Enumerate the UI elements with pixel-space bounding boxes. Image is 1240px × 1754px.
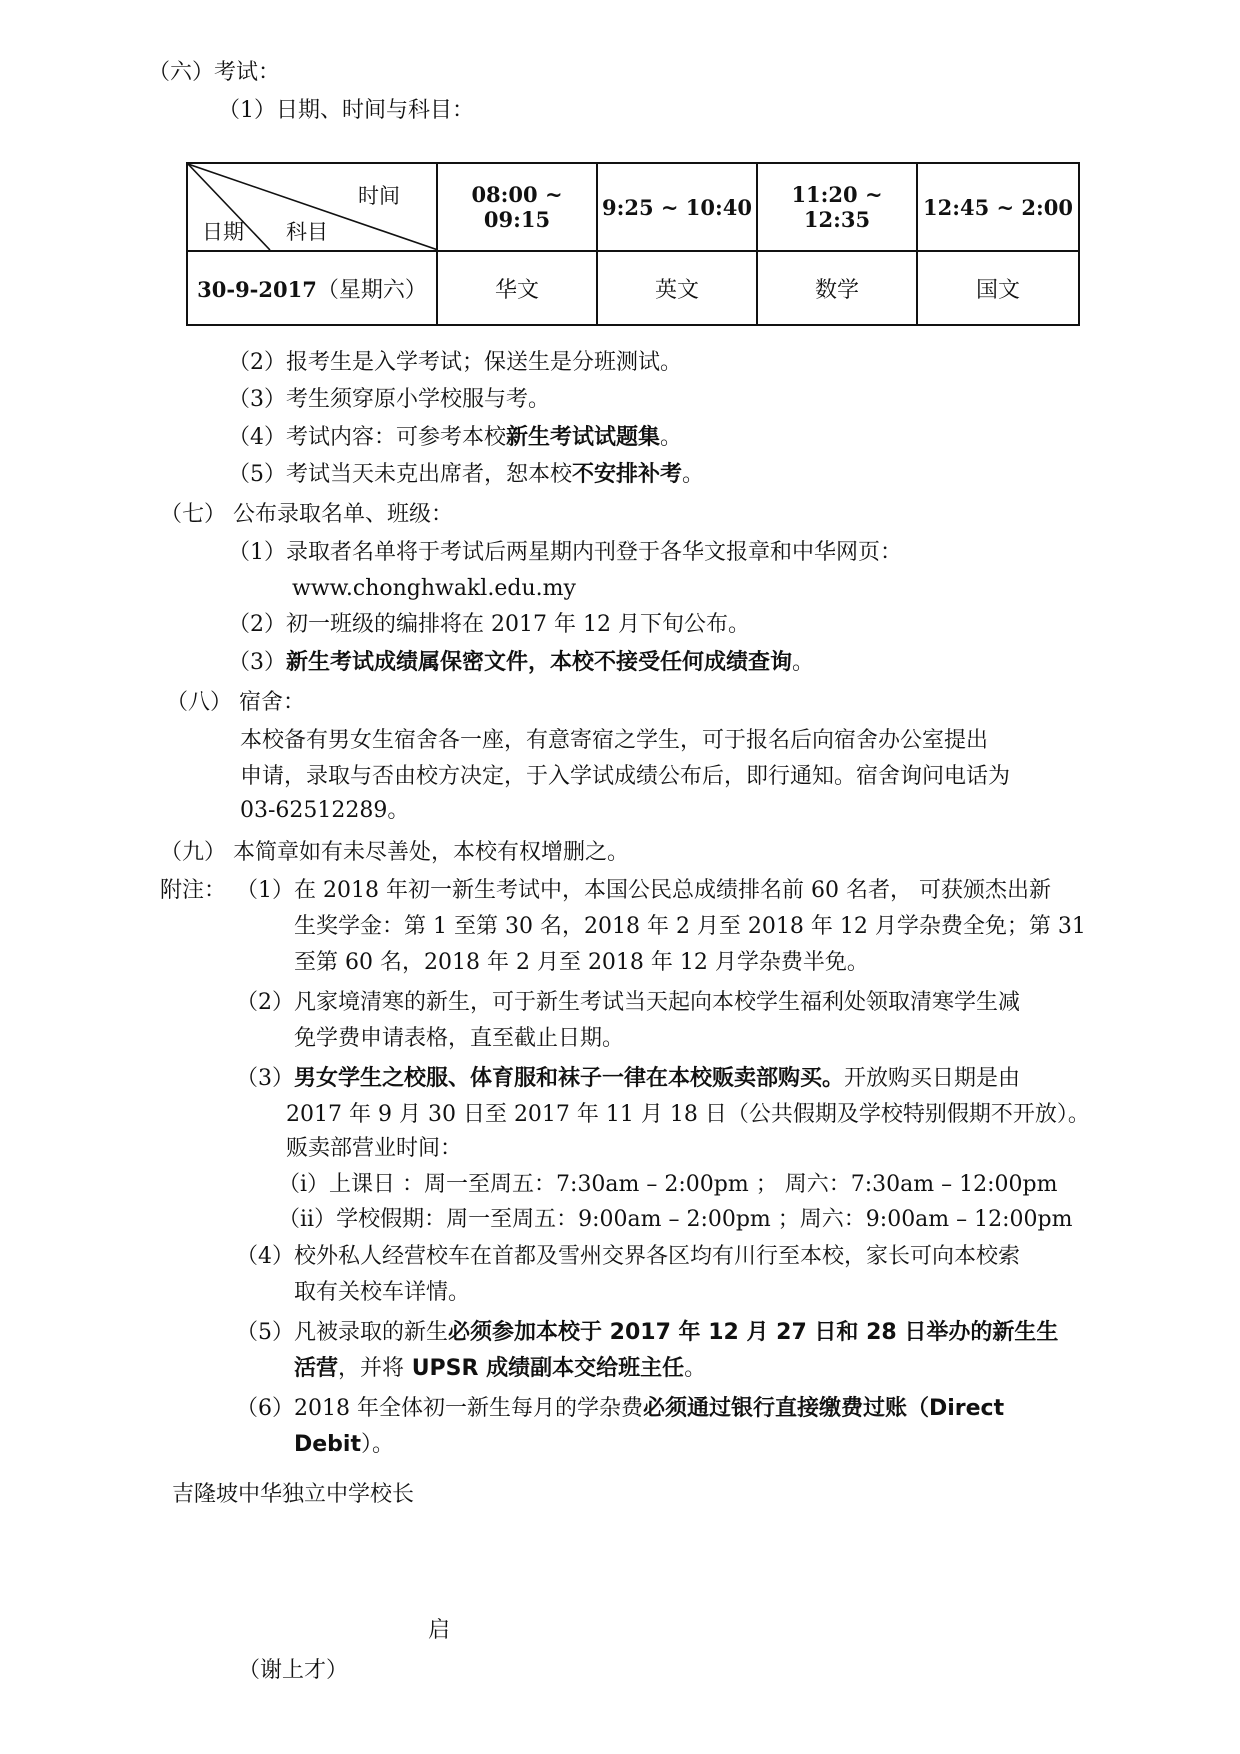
- note-3-line-2: 2017 年 9 月 30 日至 2017 年 11 月 18 日（公共假期及学校特别假期不开放）。: [286, 1102, 1090, 1127]
- corner-label-time: 时间: [358, 184, 400, 208]
- subject-2: 英文: [597, 251, 757, 325]
- exam-weekday: （星期六）: [316, 277, 427, 303]
- section-7-title: （七） 公布录取名单、班级：: [160, 502, 453, 527]
- s7-item-3-bold: 新生考试成绩属保密文件，本校不接受任何成绩查询: [286, 650, 793, 675]
- note-6-bold: 必须通过银行直接缴费过账（Direct: [642, 1396, 1005, 1421]
- s7-item-3-end: 。: [792, 650, 815, 675]
- s6-item-5-text: （5）考试当天未克出席者，恕本校: [228, 462, 572, 487]
- note-1-line-2: 生奖学金：第 1 至第 30 名，2018 年 2 月至 2018 年 12 月学杂费全免；第 31: [294, 914, 1086, 939]
- note-1-line-3: 至第 60 名，2018 年 2 月至 2018 年 12 月学杂费半免。: [294, 950, 869, 975]
- note-5-text-2: ，并将: [338, 1356, 405, 1381]
- s7-url: www.chonghwakl.edu.my: [292, 576, 576, 601]
- s6-item-4-bold: 新生考试试题集: [506, 425, 661, 450]
- note-2-line-1: （2）凡家境清寒的新生，可于新生考试当天起向本校学生福利处领取清寒学生减: [236, 990, 1020, 1015]
- note-6-line-2: [294, 1430, 394, 1460]
- signature-school: 吉隆坡中华独立中学校长: [172, 1482, 415, 1507]
- subject-1: 华文: [437, 251, 597, 325]
- section-8-title: （八） 宿舍：: [166, 690, 305, 715]
- corner-label-date: 日期: [202, 220, 244, 244]
- table-row: [187, 251, 1079, 325]
- note-6-line-1: [236, 1394, 1004, 1424]
- s6-item-5: [228, 460, 704, 490]
- table-corner-cell: [187, 163, 437, 251]
- note-3-line-1: [236, 1064, 1020, 1094]
- s6-item-4-end: 。: [660, 425, 683, 450]
- s7-item-3: [228, 648, 814, 678]
- s6-item-3: （3）考生须穿原小学校服与考。: [228, 387, 550, 412]
- section-6-title: （六）考试：: [148, 60, 281, 85]
- s6-item-5-bold: 不安排补考: [572, 462, 683, 487]
- s6-item-4-text: （4）考试内容：可参考本校: [228, 425, 506, 450]
- note-5-bold: 必须参加本校于 2017 年 12 月 27 日和 28 日举办的新生生: [448, 1320, 1059, 1345]
- note-1-line-1: （1）在 2018 年初一新生考试中，本国公民总成绩排名前 60 名者， 可获颁杰出新: [236, 878, 1051, 903]
- note-5-line-1: [236, 1318, 1058, 1348]
- note-3-num: （3）: [236, 1066, 294, 1091]
- note-5-line-2: [294, 1354, 706, 1384]
- note-6-bold-2: Debit: [294, 1432, 361, 1457]
- note-3-hours-holiday: （ii）学校假期：周一至周五：9:00am – 2:00pm ；周六：9:00am – 12:00pm: [278, 1207, 1073, 1232]
- note-4-line-1: （4）校外私人经营校车在首都及雪州交界各区均有川行至本校，家长可向本校索: [236, 1244, 1020, 1269]
- s8-line-1: 本校备有男女生宿舍各一座，有意寄宿之学生，可于报名后向宿舍办公室提出: [240, 728, 989, 753]
- note-5-end: 。: [684, 1356, 707, 1381]
- note-6-end: ）。: [361, 1432, 395, 1457]
- subject-3: 数学: [757, 251, 917, 325]
- corner-label-subject: 科目: [286, 220, 328, 244]
- section-9-title: （九） 本简章如有未尽善处，本校有权增删之。: [160, 840, 629, 865]
- notes-label: 附注：: [160, 878, 227, 903]
- note-3-bold: 男女学生之校服、体育服和袜子一律在本校贩卖部购买。: [294, 1066, 845, 1091]
- note-3-text: 开放购买日期是由: [844, 1066, 1021, 1091]
- note-5-bold-2: 活营: [294, 1356, 339, 1381]
- time-slot-1: 08:00 ~ 09:15: [437, 163, 597, 251]
- s7-item-1: （1）录取者名单将于考试后两星期内刊登于各华文报章和中华网页：: [228, 540, 902, 565]
- s8-line-3: 03-62512289。: [240, 798, 410, 823]
- note-5-text: （5）凡被录取的新生: [236, 1320, 448, 1345]
- note-3-line-3: 贩卖部营业时间：: [286, 1136, 463, 1161]
- time-slot-3: 11:20 ~ 12:35: [757, 163, 917, 251]
- subject-4: 国文: [917, 251, 1079, 325]
- note-4-line-2: 取有关校车详情。: [294, 1280, 471, 1305]
- note-5-bold-3: UPSR 成绩副本交给班主任: [404, 1356, 685, 1381]
- time-slot-2: 9:25 ~ 10:40: [597, 163, 757, 251]
- signature-name: （谢上才）: [238, 1658, 349, 1683]
- signature-qi: 启: [428, 1618, 451, 1643]
- section-6-subtitle: （1）日期、时间与科目：: [218, 98, 474, 123]
- note-2-line-2: 免学费申请表格，直至截止日期。: [294, 1026, 625, 1051]
- s7-item-2: （2）初一班级的编排将在 2017 年 12 月下旬公布。: [228, 612, 750, 637]
- s7-item-3-num: （3）: [228, 650, 286, 675]
- time-slot-4: 12:45 ~ 2:00: [917, 163, 1079, 251]
- s6-item-5-end: 。: [682, 462, 705, 487]
- exam-date: 30-9-2017: [197, 276, 317, 302]
- exam-date-cell: [187, 251, 437, 325]
- note-6-text: （6）2018 年全体初一新生每月的学杂费: [236, 1396, 643, 1421]
- exam-schedule-table: [186, 162, 1080, 326]
- s6-item-2: （2）报考生是入学考试；保送生是分班测试。: [228, 350, 682, 375]
- s8-line-2: 申请，录取与否由校方决定，于入学试成绩公布后，即行通知。宿舍询问电话为: [240, 764, 1011, 789]
- s6-item-4: [228, 423, 682, 453]
- table-header-row: [187, 163, 1079, 251]
- note-3-hours-school-day: （i）上课日 ：周一至周五：7:30am – 2:00pm ； 周六：7:30am – 12:00pm: [278, 1172, 1058, 1197]
